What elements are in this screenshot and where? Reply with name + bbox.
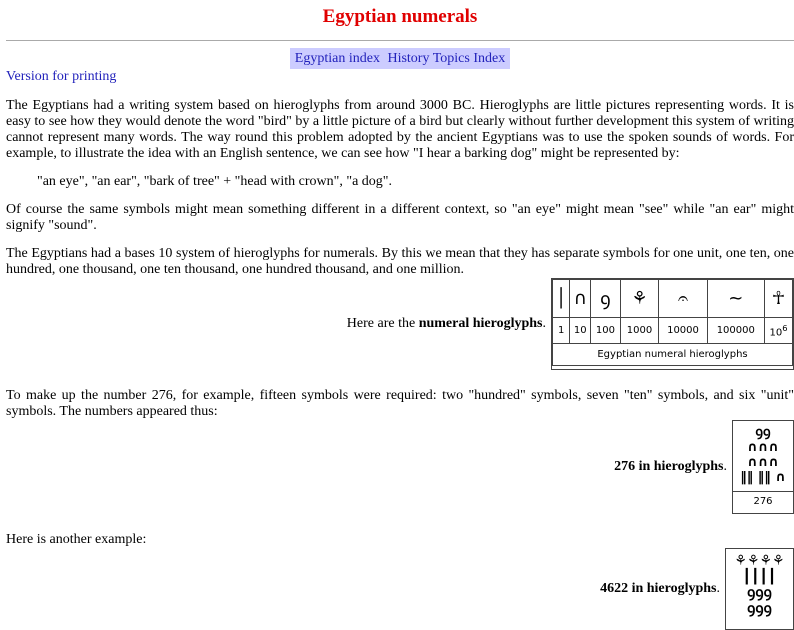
paragraph-intro: The Egyptians had a writing system based on hieroglyphs from around 3000 BC. Hieroglyphs are little pictures representing words. It is easy to see how they would denote the word "bird" by a little picture of a bird but clearly without further development this system of writing cannot represent many words. The way round this problem adopted by the ancient Egyptians was to use the spoken sounds of words. For example, to illustrate the idea with an English sentence, we can see how "I hear a barking dog" might be represented by: [6,98,794,161]
nav-wrapper [6,48,794,69]
276-figure-row [6,420,794,514]
coil-rope-icon: ꝯ [591,280,620,318]
unit-stroke-icon: │ [553,280,570,318]
276-hieroglyphs-figure: ꝯꝯ ∩∩∩ ∩∩∩ ‖‖ ‖‖ ∩ 276 [732,420,794,514]
numeral-figure-caption: Here are the numeral hieroglyphs. [346,316,546,331]
god-heh-icon: ☥ [765,280,793,318]
value-row: 1 10 100 1000 10000 100000 $10^6$ [553,318,793,344]
glyph-row [553,280,793,318]
4622-figure-row [6,548,794,630]
nav-bar [290,48,510,69]
paragraph-276: To make up the number 276, for example, fifteen symbols were required: two "hundred" symbols, seven "ten" symbols, and six "unit" symbols. The numbers appeared thus: [6,388,794,419]
paragraph-another: Here is another example: [6,532,147,547]
numeral-hieroglyphs-figure [551,278,794,370]
version-for-printing-link[interactable]: Version for printing [6,69,117,84]
history-topics-index-link[interactable]: History Topics Index [387,51,506,66]
numeral-figure-row [6,278,794,370]
figure-caption: Egyptian numeral hieroglyphs [553,344,793,366]
page-title: Egyptian numerals [322,6,478,27]
egyptian-index-link[interactable]: Egyptian index [294,51,380,66]
276-caption: 276 in hieroglyphs. [614,459,727,474]
heel-bone-icon: ∩ [570,280,591,318]
paragraph-example: "an eye", "an ear", "bark of tree" + "head with crown", "a dog". [37,174,393,189]
lotus-icon: ⚘ [620,280,659,318]
276-glyphs-icon: ꝯꝯ ∩∩∩ ∩∩∩ ‖‖ ‖‖ ∩ [733,421,793,492]
4622-caption: 4622 in hieroglyphs. [600,581,720,596]
finger-icon: 𝄐 [659,280,707,318]
paragraph-base10: The Egyptians had a bases 10 system of hieroglyphs for numerals. By this we mean that they has separate symbols for one unit, one ten, one hundred, one thousand, one ten thousand, one hundred thousand, and one million. [6,246,794,277]
tadpole-icon: ~ [707,280,764,318]
4622-glyphs-icon: ⚘⚘⚘⚘ ┃┃┃┃ ꝯꝯꝯ ꝯꝯꝯ [734,553,785,617]
4622-hieroglyphs-figure [725,548,794,630]
paragraph-context: Of course the same symbols might mean something different in a different context, so "an eye" might mean "see" while "an ear" might signify "sound". [6,202,794,233]
divider [6,40,794,41]
